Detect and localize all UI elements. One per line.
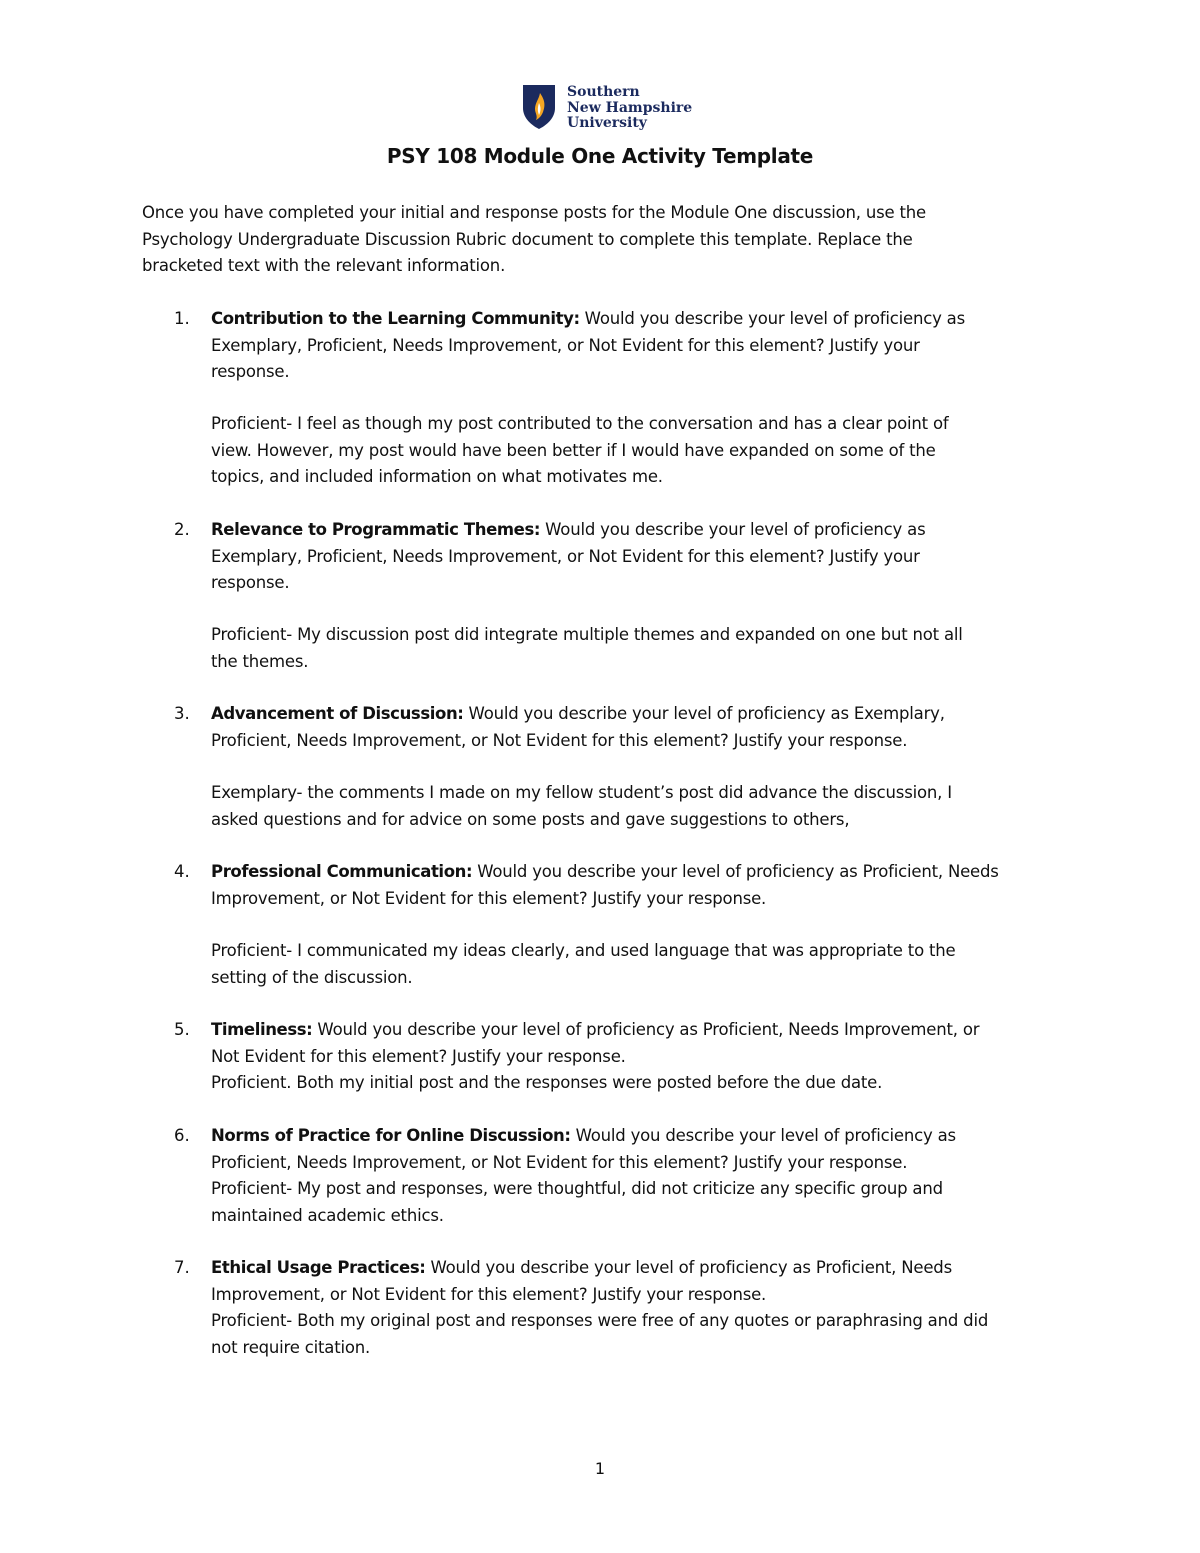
item-heading: Contribution to the Learning Community: [211,309,580,328]
document-title: PSY 108 Module One Activity Template [386,144,814,168]
shield-flame-icon [522,84,556,130]
item-number: 7. [174,1258,190,1277]
answer-text: Proficient- My discussion post did integrate multiple themes and expanded on one but not all [211,625,963,644]
answer-text: Exemplary- the comments I made on my fellow student’s post did advance the discussion, I [211,783,952,802]
logo-line-2: New Hampshire [567,99,693,116]
question-text: Would you describe your level of proficiency as [579,309,965,328]
question-text: response. [211,573,290,592]
item-question [211,306,1071,386]
answer-text: maintained academic ethics. [211,1205,444,1225]
answer-text: setting of the discussion. [211,967,413,987]
question-text: Exemplary, Proficient, Needs Improvement, or Not Evident for this element? Justify your [211,546,920,566]
answer-text: Proficient- I communicated my ideas clearly, and used language that was appropriate to the [211,941,956,960]
item-heading: Ethical Usage Practices: [211,1258,426,1277]
item-answer [211,411,1071,491]
item-heading: Timeliness: [211,1020,313,1039]
item-number: 4. [174,862,190,881]
item-question [211,517,1071,597]
question-text: Improvement, or Not Evident for this element? Justify your response. [211,1284,767,1304]
logo-line-3: University [567,115,647,131]
answer-text: not require citation. [211,1337,371,1357]
item-answer [211,938,1071,991]
item-number: 1. [174,309,190,328]
question-text: Would you describe your level of proficiency as Proficient, Needs [472,862,999,881]
answer-text: Proficient- I feel as though my post contributed to the conversation and has a clear point of [211,414,949,433]
question-text: Would you describe your level of proficiency as Proficient, Needs Improvement, or [312,1020,980,1039]
question-text: Would you describe your level of proficiency as Exemplary, [463,704,945,723]
answer-text: Proficient- My post and responses, were thoughtful, did not criticize any specific group and [211,1179,943,1198]
item-number: 2. [174,520,190,539]
answer-text: Proficient- Both my original post and responses were free of any quotes or paraphrasing and did [211,1311,989,1330]
logo-line-1: Southern [567,84,640,100]
item-question [211,859,1071,912]
item-question [211,1123,1071,1229]
answer-text: the themes. [211,651,309,671]
answer-text: view. However, my post would have been better if I would have expanded on some of the [211,440,936,460]
question-text: Proficient, Needs Improvement, or Not Evident for this element? Justify your response. [211,1152,908,1172]
logo-wordmark [567,85,692,132]
question-text: response. [211,362,290,381]
intro-line: Once you have completed your initial and response posts for the Module One discussion, use the [142,203,926,222]
item-question [211,1017,1071,1097]
item-answer [211,622,1071,675]
question-text: Would you describe your level of proficiency as Proficient, Needs [425,1258,952,1277]
item-number: 3. [174,704,190,723]
intro-paragraph [142,200,1042,280]
question-text: Proficient, Needs Improvement, or Not Evident for this element? Justify your response. [211,730,908,750]
item-number: 6. [174,1126,190,1145]
intro-line: bracketed text with the relevant information. [142,256,506,275]
item-heading: Advancement of Discussion: [211,704,464,723]
university-logo [522,84,692,132]
answer-text: Proficient. Both my initial post and the responses were posted before the due date. [211,1073,883,1092]
item-number: 5. [174,1020,190,1039]
question-text: Exemplary, Proficient, Needs Improvement, or Not Evident for this element? Justify your [211,335,920,355]
item-heading: Professional Communication: [211,862,473,881]
question-text: Would you describe your level of proficiency as [570,1126,956,1145]
answer-text: asked questions and for advice on some posts and gave suggestions to others, [211,809,850,829]
intro-line: Psychology Undergraduate Discussion Rubric document to complete this template. Replace the [142,229,913,249]
item-heading: Relevance to Programmatic Themes: [211,520,541,539]
page-number: 1 [594,1459,606,1478]
item-question [211,701,1071,754]
item-question [211,1255,1071,1361]
item-heading: Norms of Practice for Online Discussion: [211,1126,571,1145]
question-text: Improvement, or Not Evident for this element? Justify your response. [211,888,767,908]
question-text: Not Evident for this element? Justify your response. [211,1046,626,1066]
answer-text: topics, and included information on what motivates me. [211,467,663,486]
item-answer [211,780,1071,833]
question-text: Would you describe your level of proficiency as [540,520,926,539]
